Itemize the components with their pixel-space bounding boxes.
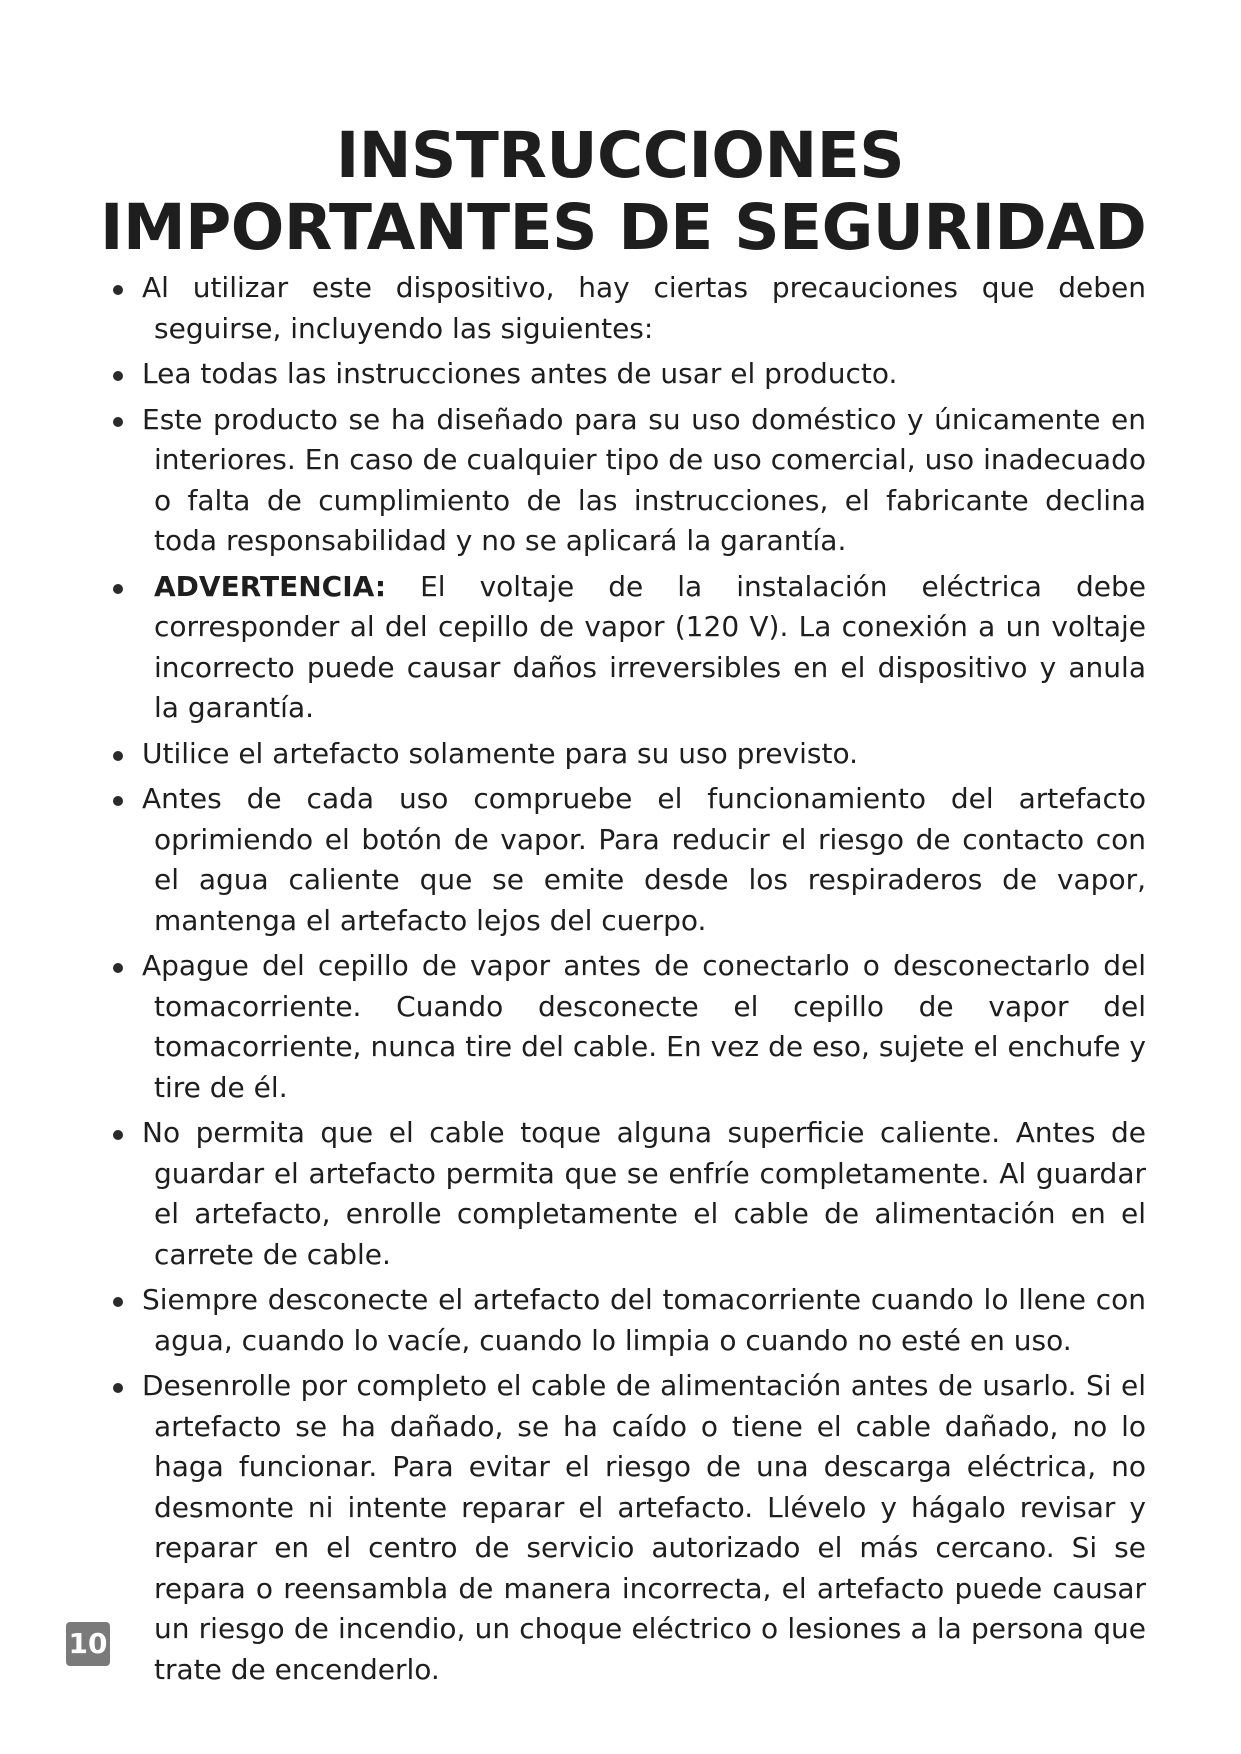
list-item-warning — [106, 567, 1146, 729]
list-item-text: Este producto se ha diseñado para su uso doméstico y únicamente en interiores. En caso de cualquier tipo de uso comercial, uso inadecuado o falta de cumplimiento de las instrucciones, el fabricante declina toda responsabilidad y no se aplicará la garantía. — [142, 402, 1146, 557]
list-item-text: Lea todas las instrucciones antes de usar el producto. — [142, 357, 898, 390]
bullet-icon — [113, 1130, 123, 1140]
list-item-text: Desenrolle por completo el cable de alimentación antes de usarlo. Si el artefacto se ha dañado, se ha caído o tiene el cable dañado, no lo haga funcionar. Para evitar el riesgo de una descarga eléctrica, no desmonte ni intente reparar el artefacto. Llévelo y hágalo revisar y reparar en el centro de servicio autorizado el más cercano. Si se repara o reensambla de manera incorrecta, el artefacto puede causar un riesgo de incendio, un choque eléctrico o lesiones a la persona que trate de encenderlo. — [142, 1369, 1146, 1686]
page-number: 10 — [66, 1622, 110, 1666]
safety-instructions-list — [106, 268, 1146, 1695]
title-line-2: IMPORTANTES DE SEGURIDAD — [100, 191, 1147, 264]
warning-label: ADVERTENCIA: — [154, 569, 387, 603]
list-item — [106, 779, 1146, 941]
bullet-icon — [113, 796, 123, 806]
list-item — [106, 354, 1146, 395]
list-item-text: Antes de cada uso compruebe el funcionamiento del artefacto oprimiendo el botón de vapor. Para reducir el riesgo de contacto con el agua caliente que se emite desde los respiraderos de vapor, mantenga el artefacto lejos del cuerpo. — [142, 782, 1146, 937]
list-item — [106, 400, 1146, 562]
list-item — [106, 1280, 1146, 1361]
list-item-text: Siempre desconecte el artefacto del tomacorriente cuando lo llene con agua, cuando lo vacíe, cuando lo limpia o cuando no esté en uso. — [142, 1283, 1146, 1357]
list-item — [106, 734, 1146, 775]
page-title — [100, 119, 1147, 264]
list-item-text: El voltaje de la instalación eléctrica debe corresponder al del cepillo de vapor (120 V). La conexión a un voltaje incorrecto puede causar daños irreversibles en el dispositivo y anula la garantía. — [154, 569, 1147, 724]
list-item-text: Apague del cepillo de vapor antes de conectarlo o desconectarlo del tomacorriente. Cuando desconecte el cepillo de vapor del tomacorriente, nunca tire del cable. En vez de eso, sujete el enchufe y tire de él. — [142, 949, 1146, 1104]
list-item — [106, 1366, 1146, 1690]
list-item — [106, 1113, 1146, 1275]
list-item-text: Al utilizar este dispositivo, hay ciertas precauciones que deben seguirse, incluyendo las siguientes: — [142, 271, 1146, 345]
bullet-icon — [113, 584, 123, 594]
bullet-icon — [113, 285, 123, 295]
bullet-icon — [113, 963, 123, 973]
list-item-text: Utilice el artefacto solamente para su uso previsto. — [142, 736, 858, 770]
list-item — [106, 946, 1146, 1108]
bullet-icon — [113, 751, 123, 761]
bullet-icon — [113, 1297, 123, 1307]
list-item — [106, 268, 1146, 349]
title-line-1: INSTRUCCIONES — [335, 119, 905, 192]
list-item-text: No permita que el cable toque alguna superficie caliente. Antes de guardar el artefacto permita que se enfríe completamente. Al guardar el artefacto, enrolle completamente el cable de alimentación en el carrete de cable. — [142, 1116, 1146, 1271]
bullet-icon — [113, 1383, 123, 1393]
bullet-icon — [113, 371, 123, 381]
bullet-icon — [113, 417, 123, 427]
